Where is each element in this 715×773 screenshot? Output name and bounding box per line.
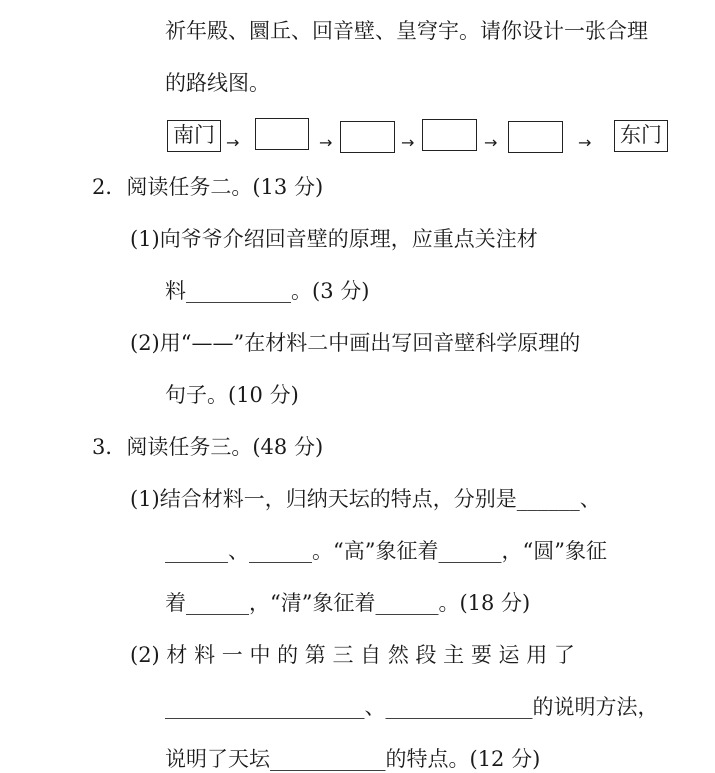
route-start-box: 南门 xyxy=(167,120,221,152)
route-arrow-3: → xyxy=(401,133,415,152)
route-blank-box-2[interactable] xyxy=(340,121,395,153)
question-3-sub2-line-3: 说明了天坛___________的特点。(12 分) xyxy=(165,747,541,771)
route-arrow-1: → xyxy=(226,133,240,152)
route-blank-box-3[interactable] xyxy=(422,119,477,151)
question-3-sub2-line-1: (2) 材 料 一 中 的 第 三 自 然 段 主 要 运 用 了 xyxy=(130,643,575,667)
question-3-sub1-line-2: ______、______。“高”象征着______，“圆”象征 xyxy=(165,539,607,563)
question-2-title: 2．阅读任务二。(13 分) xyxy=(92,175,324,199)
question-2-sub1-line-1: (1)向爷爷介绍回音壁的原理，应重点关注材 xyxy=(130,227,538,251)
intro-line-1: 祈年殿、圜丘、回音壁、皇穹宇。请你设计一张合理 xyxy=(165,19,648,43)
route-blank-box-4[interactable] xyxy=(508,121,563,153)
route-arrow-2: → xyxy=(319,133,333,152)
question-3-title: 3．阅读任务三。(48 分) xyxy=(92,435,324,459)
question-2-sub2-line-2: 句子。(10 分) xyxy=(165,383,299,407)
question-2-sub1-line-2: 料__________。(3 分) xyxy=(165,279,370,303)
question-2-sub2-line-1: (2)用“——”在材料二中画出写回音壁科学原理的 xyxy=(130,331,581,355)
route-blank-box-1[interactable] xyxy=(255,118,309,150)
question-3-sub1-line-3: 着______，“清”象征着______。(18 分) xyxy=(165,591,531,615)
route-arrow-4: → xyxy=(484,133,498,152)
question-3-sub1-line-1: (1)结合材料一，归纳天坛的特点，分别是______、 xyxy=(130,487,601,511)
route-arrow-5: → xyxy=(578,133,592,152)
question-3-sub2-line-2: ___________________、______________的说明方法， xyxy=(165,695,659,719)
intro-line-2: 的路线图。 xyxy=(165,71,270,95)
route-end-box: 东门 xyxy=(614,120,668,152)
